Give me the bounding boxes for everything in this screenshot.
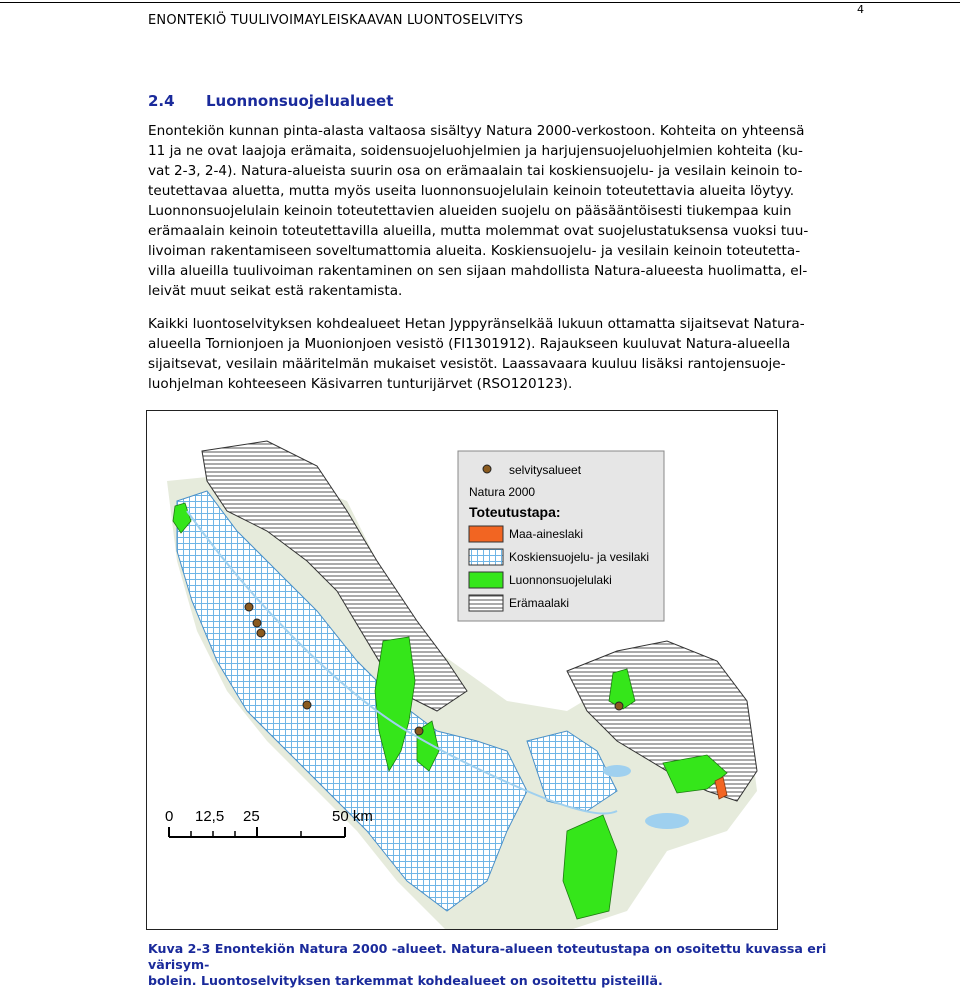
lake: [645, 813, 689, 829]
legend-method-title: Toteutustapa:: [469, 504, 561, 520]
scale-bar: [165, 808, 373, 837]
text-line: teutettavaa aluetta, mutta myös useita luonnonsuojelulain keinoin toteutettavia alueita löytyy.: [148, 183, 795, 199]
legend-label-river: Koskiensuojelu- ja vesilaki: [509, 550, 650, 564]
legend-swatch-wilderness: [469, 595, 503, 611]
page-number: 4: [857, 3, 864, 16]
scale-label-50km: 50 km: [332, 808, 373, 825]
natura-map: [147, 411, 778, 930]
text-line: 11 ja ne ovat laajoja erämaita, soidensuojeluohjelmien ja harjujensuojeluohjelmien kohteita (ku-: [148, 143, 803, 159]
running-header: ENONTEKIÖ TUULIVOIMAYLEISKAAVAN LUONTOSELVITYS: [148, 13, 524, 28]
study-area-point: [245, 603, 253, 611]
text-line: Luonnonsuojelulain keinoin toteutettavien alueiden suojelu on pääsääntöisesti tiukempaa kuin: [148, 203, 792, 219]
legend-natura-title: Natura 2000: [469, 485, 536, 499]
header-rule: [0, 2, 960, 3]
legend-point-label: selvitysalueet: [509, 463, 582, 477]
scale-label-25: 25: [243, 808, 260, 825]
text-line: leivät muut seikat estä rakentamista.: [148, 283, 403, 299]
scale-label-0: 0: [165, 808, 174, 825]
legend-swatch-river: [469, 549, 503, 565]
text-line: erämaalain keinoin toteutettavilla alueilla, mutta molemmat ovat suojelustatuksensa vuoksi tuu-: [148, 223, 809, 239]
section-title: Luonnonsuojelualueet: [206, 92, 394, 110]
text-line: sijaitsevat, vesilain määritelmän mukaiset vesistöt. Laassavaara kuuluu lisäksi rantojensuoje-: [148, 356, 786, 372]
study-area-point: [253, 619, 261, 627]
paragraph-natura-overview: [148, 121, 868, 301]
text-line: villa alueilla tuulivoiman rakentaminen on sen sijaan mahdollista Natura-alueesta huolimatta, el-: [148, 263, 808, 279]
natura-map-figure: [146, 410, 778, 930]
study-area-point: [303, 701, 311, 709]
legend-swatch-nature: [469, 572, 503, 588]
nature-conservation-area-5: [563, 815, 617, 919]
map-legend: [458, 451, 664, 621]
text-line: alueella Tornionjoen ja Muonionjoen vesistö (FI1301912). Rajaukseen kuuluvat Natura-alueella: [148, 336, 791, 352]
legend-label-nature: Luonnonsuojelulaki: [509, 573, 612, 587]
text-line: luohjelman kohteeseen Käsivarren tunturijärvet (RSO120123).: [148, 376, 573, 392]
legend-swatch-soil: [469, 526, 503, 542]
figure-caption: [148, 941, 868, 989]
caption-line: bolein. Luontoselvityksen tarkemmat kohdealueet on osoitettu pisteillä.: [148, 973, 663, 988]
study-area-point: [615, 702, 623, 710]
study-area-point: [415, 727, 423, 735]
section-heading: [148, 92, 393, 110]
scale-label-12-5: 12,5: [195, 808, 225, 825]
text-line: livoiman rakentamiseen soveltumattomia alueita. Koskiensuojelu- ja vesilain keinoin toteutetta-: [148, 243, 801, 259]
text-line: vat 2-3, 2-4). Natura-alueista suurin osa on erämaalain tai koskiensuojelu- ja vesilain keinoin to-: [148, 163, 803, 179]
caption-line: Kuva 2-3 Enontekiön Natura 2000 -alueet. Natura-alueen toteutustapa on osoitettu kuvassa eri värisym-: [148, 941, 827, 972]
section-number: 2.4: [148, 92, 175, 110]
legend-label-soil: Maa-aineslaki: [509, 527, 584, 541]
text-line: Kaikki luontoselvityksen kohdealueet Hetan Jyppyränselkää lukuun ottamatta sijaitsevat Natura-: [148, 316, 805, 332]
text-line: Enontekiön kunnan pinta-alasta valtaosa sisältyy Natura 2000-verkostoon. Kohteita on yhteensä: [148, 123, 805, 139]
legend-label-wilderness: Erämaalaki: [509, 596, 570, 610]
lake: [603, 765, 631, 777]
paragraph-study-areas: [148, 314, 868, 394]
study-area-point: [257, 629, 265, 637]
